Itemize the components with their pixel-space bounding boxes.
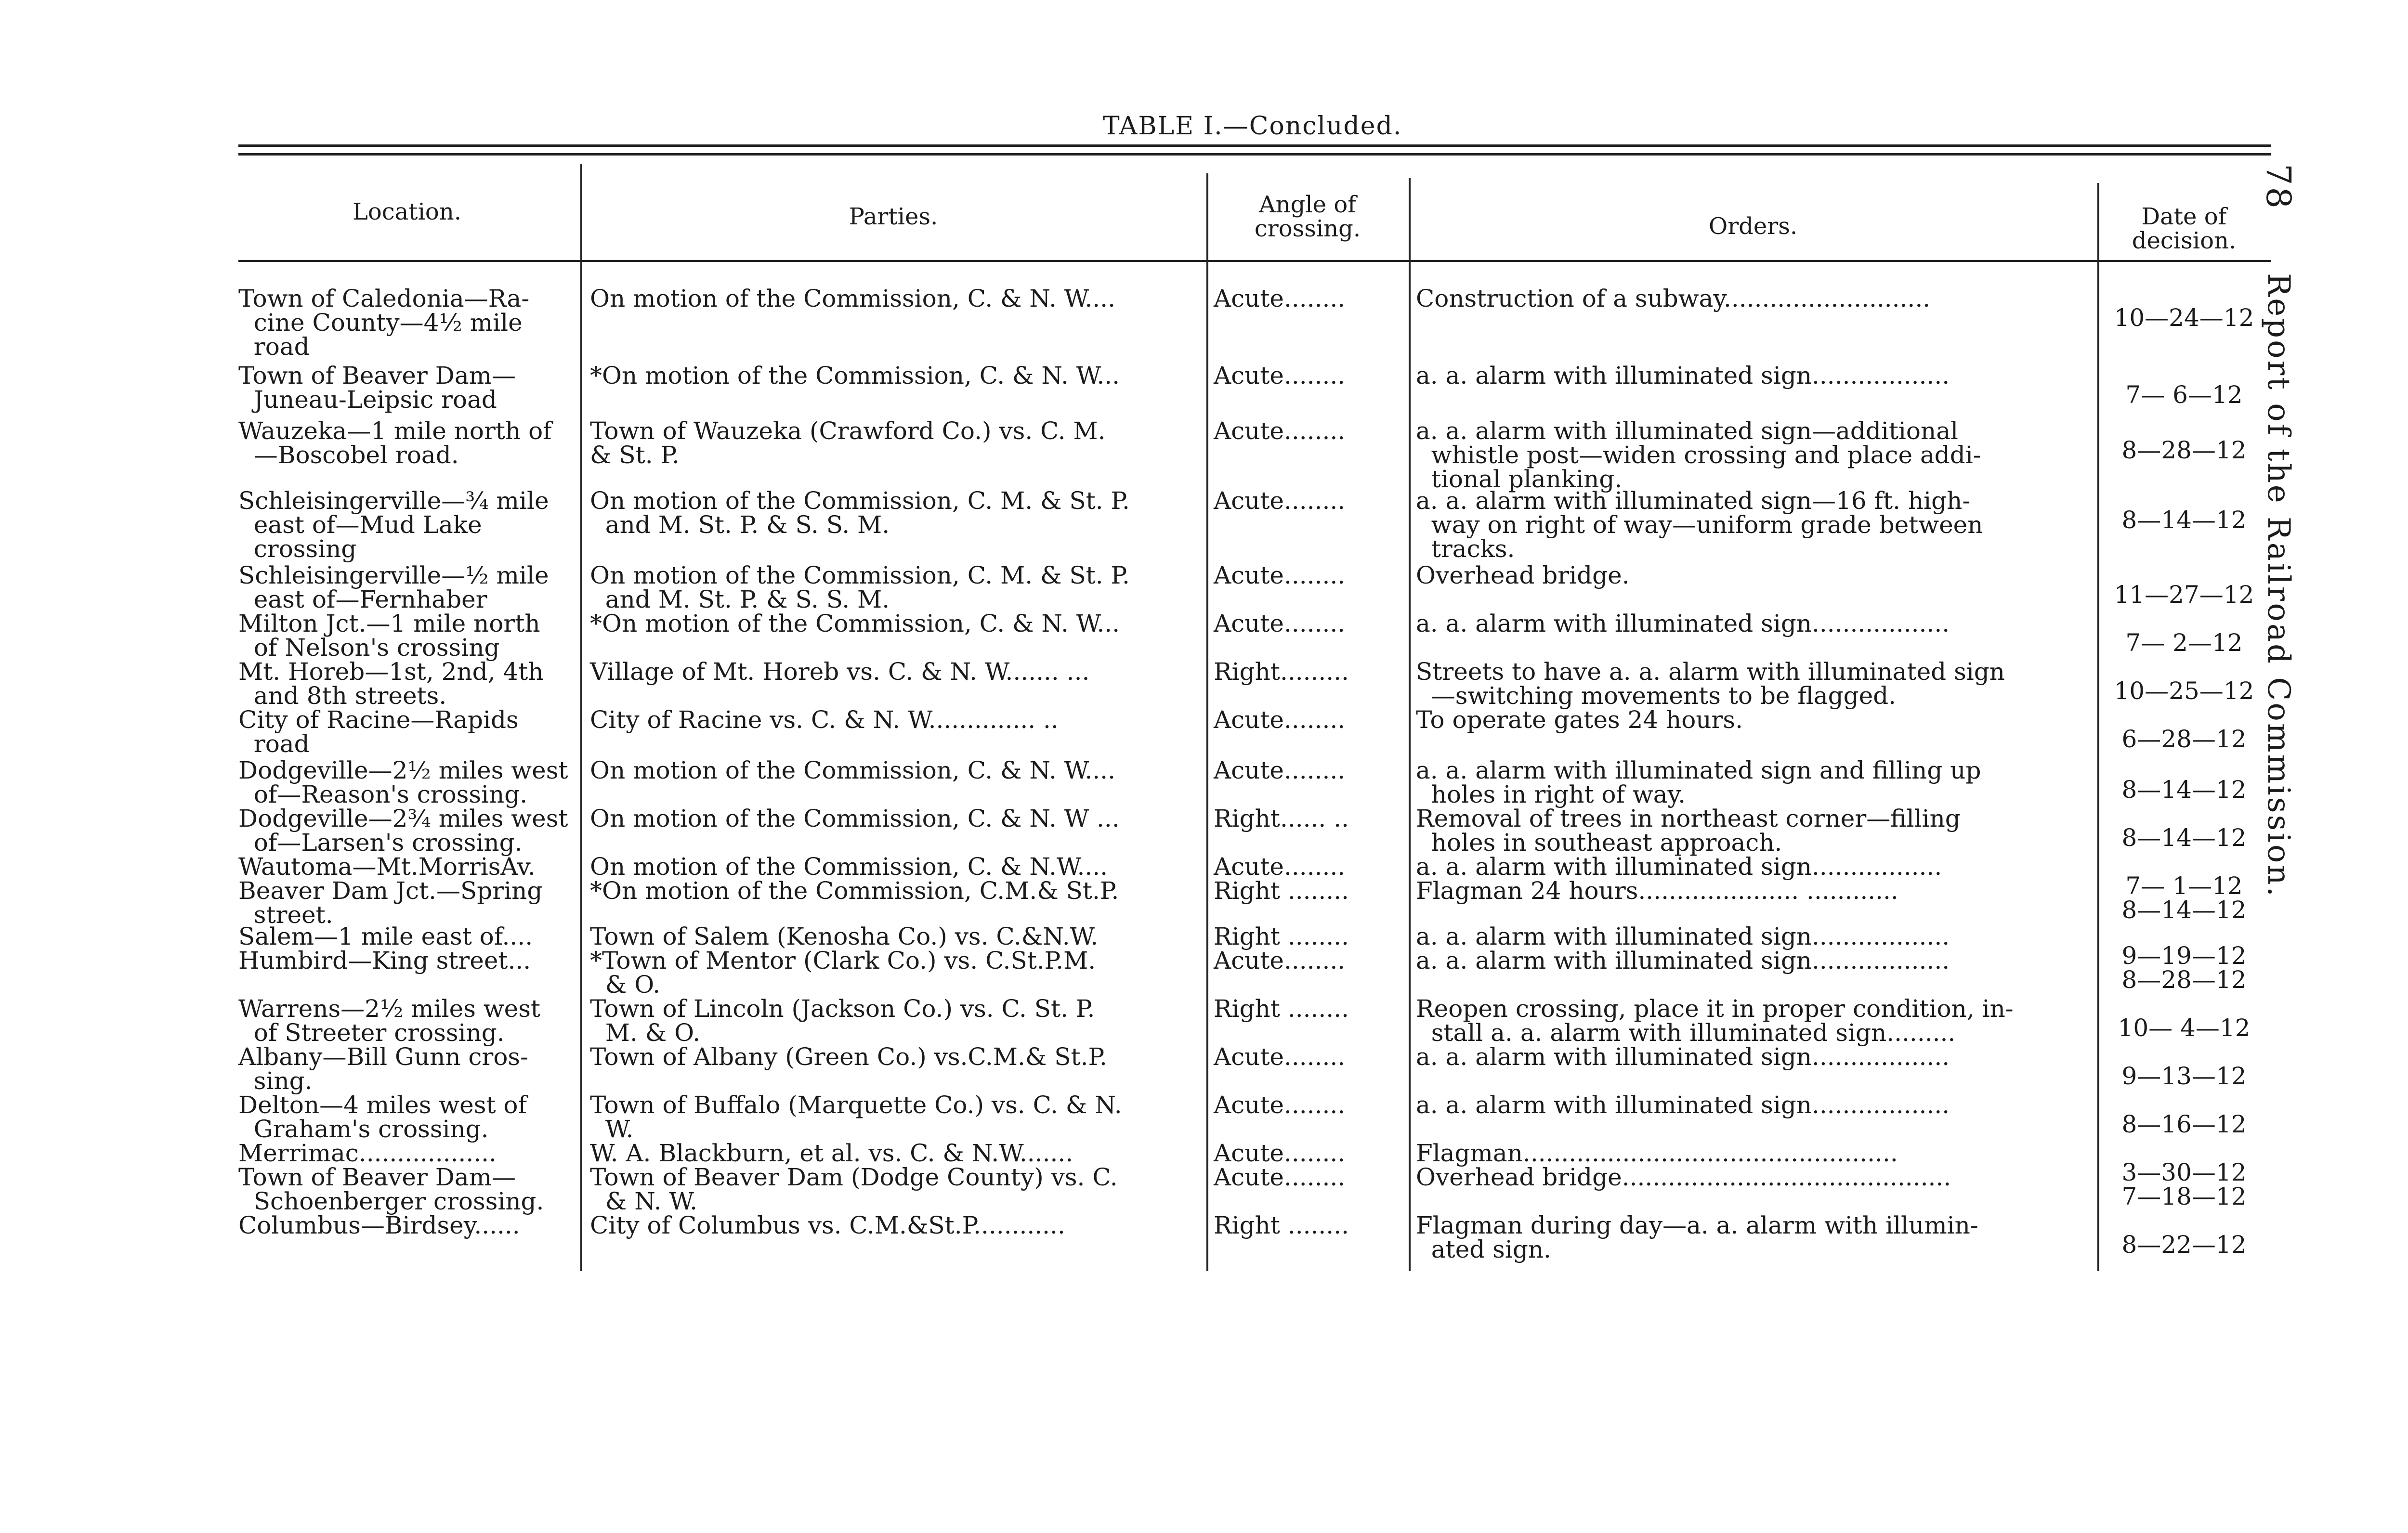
cell-date: 7— 6—12	[2125, 381, 2243, 409]
running-header-text: Report of the Railroad Commission.	[2261, 273, 2296, 898]
cell-date: 9—19—12	[2121, 942, 2247, 970]
cell-date: 10—25—12	[2114, 677, 2254, 705]
header-orders: Orders.	[1708, 213, 1798, 240]
cell-orders: a. a. alarm with illuminated sign and filling up holes in right of way.	[1416, 756, 1981, 808]
page-number: 78	[2259, 164, 2298, 211]
cell-parties: On motion of the Commission, C. M. & St. P. and M. St. P. & S. S. M.	[590, 561, 1130, 613]
cell-date: 7— 1—12	[2125, 872, 2243, 900]
cell-location: Warrens—2½ miles west of Streeter crossing.	[238, 995, 540, 1047]
cell-angle: Right ........	[1214, 922, 1349, 950]
cell-date: 8—14—12	[2121, 506, 2247, 534]
cell-parties: Town of Buffalo (Marquette Co.) vs. C. & N. W.	[590, 1091, 1122, 1143]
cell-angle: Right...... ..	[1214, 805, 1349, 832]
cell-date: 8—16—12	[2121, 1110, 2247, 1138]
cell-orders: Flagman during day—a. a. alarm with illumin- ated sign.	[1416, 1211, 1978, 1263]
cell-parties: Town of Albany (Green Co.) vs.C.M.& St.P.	[590, 1043, 1107, 1071]
cell-date: 8—28—12	[2121, 436, 2247, 464]
cell-date: 9—13—12	[2121, 1062, 2247, 1090]
cell-location: Town of Beaver Dam— Juneau-Leipsic road	[238, 362, 516, 414]
cell-date: 7— 2—12	[2125, 629, 2243, 657]
cell-date: 7—18—12	[2121, 1182, 2247, 1210]
cell-angle: Acute........	[1214, 417, 1346, 445]
cell-orders: Reopen crossing, place it in proper condition, in- stall a. a. alarm with illuminated sign.........	[1416, 995, 2014, 1047]
cell-angle: Acute........	[1214, 1091, 1346, 1119]
cell-orders: a. a. alarm with illuminated sign..................	[1416, 922, 1950, 950]
cell-parties: On motion of the Commission, C. & N. W ...	[590, 805, 1120, 832]
cell-location: Albany—Bill Gunn cros- sing.	[238, 1043, 528, 1095]
cell-orders: Overhead bridge...........................................	[1416, 1163, 1951, 1191]
cell-angle: Acute........	[1214, 756, 1346, 784]
table-top-rule-2	[238, 153, 2271, 156]
cell-location: Schleisingerville—¾ mile east of—Mud Lake crossing	[238, 487, 549, 563]
cell-angle: Acute........	[1214, 610, 1346, 637]
cell-parties: On motion of the Commission, C. & N. W....	[590, 756, 1115, 784]
cell-angle: Acute........	[1214, 487, 1346, 515]
cell-location: Merrimac..................	[238, 1139, 497, 1167]
cell-orders: Streets to have a. a. alarm with illuminated sign —switching movements to be flagged.	[1416, 658, 2005, 710]
cell-orders: a. a. alarm with illuminated sign..................	[1416, 610, 1950, 637]
header-date: Date of decision.	[2132, 203, 2237, 254]
header-location: Location.	[353, 198, 461, 225]
cell-parties: Town of Beaver Dam (Dodge County) vs. C. & N. W.	[590, 1163, 1118, 1215]
column-divider	[1206, 173, 1208, 1271]
cell-parties: W. A. Blackburn, et al. vs. C. & N.W.......	[590, 1139, 1073, 1167]
cell-location: Milton Jct.—1 mile north of Nelson's crossing	[238, 610, 540, 662]
cell-parties: Town of Wauzeka (Crawford Co.) vs. C. M. & St. P.	[590, 417, 1106, 469]
cell-orders: a. a. alarm with illuminated sign..................	[1416, 1091, 1950, 1119]
cell-angle: Right ........	[1214, 1211, 1349, 1239]
cell-location: Town of Caledonia—Ra- cine County—4½ mile road	[238, 285, 530, 361]
cell-parties: On motion of the Commission, C. & N.W....	[590, 853, 1108, 881]
cell-date: 8—14—12	[2121, 776, 2247, 804]
cell-parties: Town of Lincoln (Jackson Co.) vs. C. St. P. M. & O.	[590, 995, 1095, 1047]
cell-parties: *On motion of the Commission, C. & N. W...	[590, 610, 1120, 637]
cell-angle: Acute........	[1214, 285, 1346, 312]
cell-location: Columbus—Birdsey......	[238, 1211, 520, 1239]
cell-date: 10— 4—12	[2118, 1014, 2251, 1042]
cell-angle: Acute........	[1214, 362, 1346, 390]
cell-date: 6—28—12	[2121, 725, 2247, 753]
cell-parties: *Town of Mentor (Clark Co.) vs. C.St.P.M. & O.	[590, 947, 1096, 999]
cell-date: 3—30—12	[2121, 1158, 2247, 1186]
cell-location: Dodgeville—2¾ miles west of—Larsen's crossing.	[238, 805, 568, 857]
cell-location: Wautoma—Mt.MorrisAv.	[238, 853, 536, 881]
cell-parties: *On motion of the Commission, C.M.& St.P.	[590, 877, 1119, 905]
cell-parties: *On motion of the Commission, C. & N. W...	[590, 362, 1120, 390]
cell-angle: Acute........	[1214, 1043, 1346, 1071]
cell-angle: Acute........	[1214, 1163, 1346, 1191]
cell-location: Dodgeville—2½ miles west of—Reason's crossing.	[238, 756, 568, 808]
cell-location: Humbird—King street...	[238, 947, 531, 974]
column-divider	[580, 164, 582, 1271]
cell-parties: On motion of the Commission, C. & N. W....	[590, 285, 1115, 312]
cell-location: Mt. Horeb—1st, 2nd, 4th and 8th streets.	[238, 658, 544, 710]
cell-date: 8—14—12	[2121, 896, 2247, 924]
cell-orders: Overhead bridge.	[1416, 561, 1630, 589]
cell-angle: Right ........	[1214, 995, 1349, 1023]
cell-angle: Acute........	[1214, 561, 1346, 589]
cell-location: Salem—1 mile east of....	[238, 922, 533, 950]
cell-orders: Removal of trees in northeast corner—filling holes in southeast approach.	[1416, 805, 1961, 857]
cell-location: City of Racine—Rapids road	[238, 706, 519, 758]
cell-parties: On motion of the Commission, C. M. & St. P. and M. St. P. & S. S. M.	[590, 487, 1130, 539]
header-parties: Parties.	[849, 203, 938, 230]
cell-orders: a. a. alarm with illuminated sign..................	[1416, 362, 1950, 390]
cell-date: 8—28—12	[2121, 966, 2247, 994]
column-divider	[2097, 183, 2099, 1271]
cell-date: 8—22—12	[2121, 1231, 2247, 1259]
cell-orders: a. a. alarm with illuminated sign—16 ft. high- way on right of way—uniform grade between tracks.	[1416, 487, 1983, 563]
cell-parties: Town of Salem (Kenosha Co.) vs. C.&N.W.	[590, 922, 1099, 950]
cell-parties: City of Columbus vs. C.M.&St.P............	[590, 1211, 1065, 1239]
cell-orders: To operate gates 24 hours.	[1416, 706, 1743, 734]
cell-orders: Flagman.................................................	[1416, 1139, 1898, 1167]
cell-angle: Acute........	[1214, 1139, 1346, 1167]
cell-angle: Right.........	[1214, 658, 1349, 686]
cell-location: Schleisingerville—½ mile east of—Fernhaber	[238, 561, 549, 613]
table-top-rule	[238, 144, 2271, 147]
cell-date: 10—24—12	[2114, 304, 2254, 332]
cell-location: Beaver Dam Jct.—Spring street.	[238, 877, 543, 929]
cell-angle: Right ........	[1214, 877, 1349, 905]
cell-date: 11—27—12	[2114, 581, 2254, 609]
cell-parties: Village of Mt. Horeb vs. C. & N. W....... ...	[590, 658, 1090, 686]
cell-orders: Flagman 24 hours..................... ............	[1416, 877, 1898, 905]
cell-angle: Acute........	[1214, 853, 1346, 881]
table-title: TABLE I.—Concluded.	[1103, 112, 1402, 141]
cell-orders: Construction of a subway...........................	[1416, 285, 1931, 312]
cell-angle: Acute........	[1214, 947, 1346, 974]
cell-location: Town of Beaver Dam— Schoenberger crossing.	[238, 1163, 544, 1215]
column-divider	[1409, 178, 1411, 1271]
cell-orders: a. a. alarm with illuminated sign..................	[1416, 1043, 1950, 1071]
header-angle: Angle of crossing.	[1254, 191, 1361, 242]
header-bottom-rule	[238, 260, 2271, 262]
cell-date: 8—14—12	[2121, 824, 2247, 852]
cell-parties: City of Racine vs. C. & N. W.............. ..	[590, 706, 1059, 734]
cell-location: Delton—4 miles west of Graham's crossing.	[238, 1091, 527, 1143]
cell-angle: Acute........	[1214, 706, 1346, 734]
cell-orders: a. a. alarm with illuminated sign.................	[1416, 853, 1942, 881]
cell-orders: a. a. alarm with illuminated sign—additional whistle post—widen crossing and place addi- tional planking.	[1416, 417, 1981, 493]
cell-location: Wauzeka—1 mile north of —Boscobel road.	[238, 417, 552, 469]
cell-orders: a. a. alarm with illuminated sign..................	[1416, 947, 1950, 974]
